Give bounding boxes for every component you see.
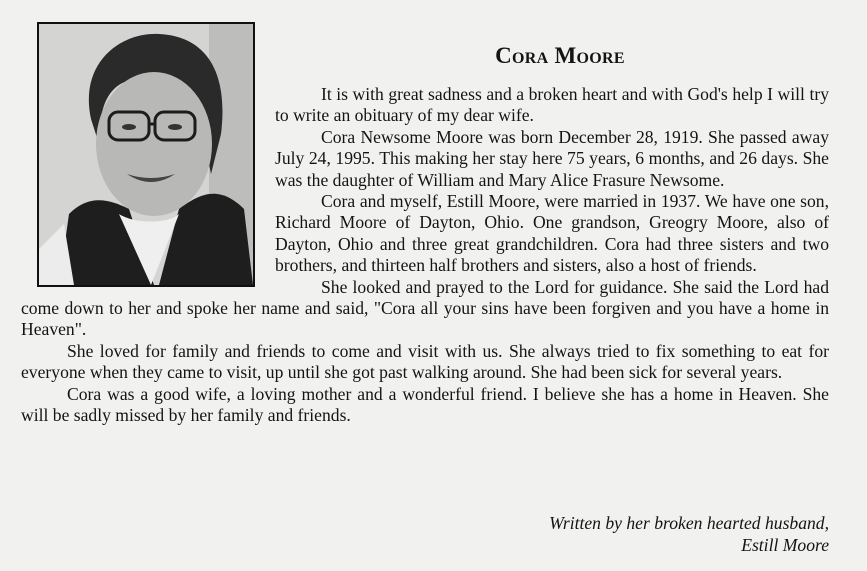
paragraph-birth: Cora Newsome Moore was born December 28, 1919. She passed away July 24, 1995. This making her stay here 75 years, 6 months, and 26 days. She was the daughter of William and Mary Alice Frasure Newsome. [275, 126, 829, 190]
paragraph-faith: She looked and prayed to the Lord for guidance. She said the Lord had come down to her and spoke her name and said, "Cora all your sins have been forgiven and you have a home in Heaven". [21, 276, 829, 340]
photo-wrap-spacer [21, 84, 275, 298]
paragraph-closing: Cora was a good wife, a loving mother and a wonderful friend. I believe she has a home in Heaven. She will be sadly missed by her family and friends. [21, 383, 829, 426]
paragraph-intro: It is with great sadness and a broken heart and with God's help I will try to write an obituary of my dear wife. [275, 84, 829, 126]
signature-line-1: Written by her broken hearted husband, [549, 513, 829, 533]
obituary-title: Cora Moore [495, 43, 625, 68]
signature-block [429, 512, 829, 556]
obituary-body [21, 84, 829, 427]
paragraph-family: Cora and myself, Estill Moore, were married in 1937. We have one son, Richard Moore of Dayton, Ohio. One grandson, Greogry Moore, also of Dayton, Ohio and three great grandchildren. Cora had three sisters and two brothers, and thirteen half brothers and sisters, also a host of friends. [275, 191, 829, 276]
paragraph-visits: She loved for family and friends to come and visit with us. She always tried to fix something to eat for everyone when they came to visit, up until she got past walking around. She had been sick for several years. [21, 340, 829, 383]
signature-name: Estill Moore [741, 535, 829, 555]
